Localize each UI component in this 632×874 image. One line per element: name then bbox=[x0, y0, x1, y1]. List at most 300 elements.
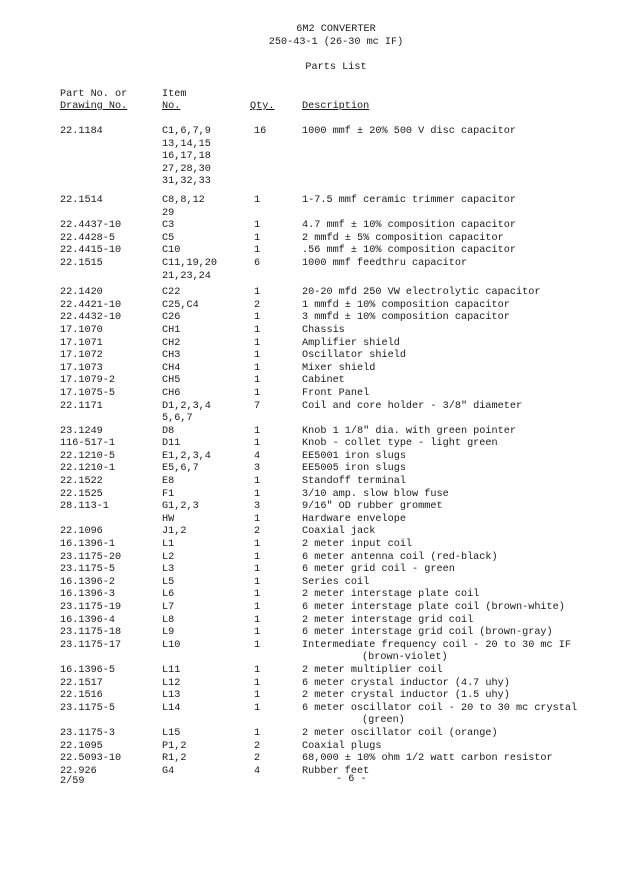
item-number-line: L5 bbox=[162, 576, 175, 588]
description-line: 2 mmfd ± 5% composition capacitor bbox=[302, 232, 504, 244]
item-number-line: C22 bbox=[162, 287, 181, 299]
part-number: 16.1396-4 bbox=[60, 614, 116, 626]
item-number-line: 13,14,15 bbox=[162, 138, 211, 150]
item-number bbox=[162, 741, 186, 754]
quantity: 1 bbox=[254, 513, 261, 525]
item-number bbox=[162, 514, 174, 527]
table-row bbox=[0, 564, 632, 577]
item-number-line: E1,2,3,4 bbox=[162, 450, 211, 462]
item-number-line: L15 bbox=[162, 727, 181, 739]
item-number-line: P1,2 bbox=[162, 740, 187, 752]
table-row bbox=[0, 401, 632, 426]
description bbox=[302, 350, 406, 363]
part-number: 22.4432-10 bbox=[60, 312, 122, 324]
item-number bbox=[162, 564, 174, 577]
table-row bbox=[0, 426, 632, 439]
description-line: 6 meter oscillator coil - 20 to 30 mc crystal bbox=[302, 702, 578, 714]
table-row bbox=[0, 375, 632, 388]
item-number bbox=[162, 363, 180, 376]
part-number: 23.1175-5 bbox=[60, 564, 116, 576]
part-number: 22.926 bbox=[60, 765, 97, 777]
item-number bbox=[162, 388, 180, 401]
item-number bbox=[162, 552, 174, 565]
part-number: 22.1522 bbox=[60, 476, 103, 488]
part-number: 22.1184 bbox=[60, 126, 103, 137]
description-line: 68,000 ± 10% ohm 1/2 watt carbon resistor bbox=[302, 753, 553, 765]
quantity: 1 bbox=[254, 677, 261, 689]
table-row bbox=[0, 678, 632, 691]
item-number bbox=[162, 678, 180, 691]
quantity: 1 bbox=[254, 337, 261, 349]
item-number bbox=[162, 195, 205, 220]
quantity: 1 bbox=[254, 476, 261, 488]
table-row bbox=[0, 728, 632, 741]
item-number-line: C5 bbox=[162, 232, 175, 244]
description bbox=[302, 539, 412, 552]
part-number: 17.1072 bbox=[60, 350, 103, 362]
item-number bbox=[162, 245, 180, 258]
quantity: 2 bbox=[254, 299, 261, 311]
item-number bbox=[162, 300, 199, 313]
table-row bbox=[0, 589, 632, 602]
item-number-line: C1,6,7,9 bbox=[162, 126, 211, 137]
part-number: 22.1096 bbox=[60, 526, 103, 538]
table-row bbox=[0, 438, 632, 451]
description bbox=[302, 564, 455, 577]
quantity: 1 bbox=[254, 195, 261, 206]
description-line: 6 meter antenna coil (red-black) bbox=[302, 551, 498, 563]
description-line: Knob 1 1/8" dia. with green pointer bbox=[302, 425, 516, 437]
item-number-line: L9 bbox=[162, 627, 175, 639]
table-row bbox=[0, 703, 632, 728]
part-number: 116-517-1 bbox=[60, 438, 116, 450]
table-row bbox=[0, 489, 632, 502]
description-line: 1000 mmf feedthru capacitor bbox=[302, 257, 468, 269]
table-row bbox=[0, 463, 632, 476]
description-line: EE5005 iron slugs bbox=[302, 463, 406, 475]
quantity: 1 bbox=[254, 362, 261, 374]
item-number-line: D8 bbox=[162, 425, 175, 437]
item-number bbox=[162, 640, 180, 653]
item-number-line: L10 bbox=[162, 639, 181, 651]
description-line: Amplifier shield bbox=[302, 337, 400, 349]
part-number: 16.1396-1 bbox=[60, 539, 116, 551]
description bbox=[302, 220, 516, 233]
quantity: 1 bbox=[254, 438, 261, 450]
item-number bbox=[162, 615, 174, 628]
part-number: 22.1210-5 bbox=[60, 450, 116, 462]
description bbox=[302, 438, 498, 451]
item-number bbox=[162, 577, 174, 590]
table-row bbox=[0, 220, 632, 233]
section-title: Parts List bbox=[305, 62, 367, 73]
description bbox=[302, 325, 345, 338]
part-number: 22.1210-1 bbox=[60, 463, 116, 475]
description bbox=[302, 589, 479, 602]
description-line: 3 mmfd ± 10% composition capacitor bbox=[302, 312, 510, 324]
description bbox=[302, 287, 540, 300]
item-number bbox=[162, 476, 174, 489]
description-line: Hardware envelope bbox=[302, 513, 406, 525]
table-row bbox=[0, 245, 632, 258]
item-number-line: C25,C4 bbox=[162, 299, 199, 311]
col-header-qty: Qty. bbox=[250, 101, 275, 112]
part-number: 23.1249 bbox=[60, 425, 103, 437]
item-number-line: E8 bbox=[162, 476, 175, 488]
item-number-line: CH5 bbox=[162, 375, 181, 387]
description bbox=[302, 577, 369, 590]
part-number: 16.1396-2 bbox=[60, 576, 116, 588]
item-number bbox=[162, 526, 186, 539]
quantity: 1 bbox=[254, 614, 261, 626]
part-number: 22.1420 bbox=[60, 287, 103, 299]
quantity: 1 bbox=[254, 220, 261, 232]
part-number: 22.1171 bbox=[60, 400, 103, 412]
item-number-line: C26 bbox=[162, 312, 181, 324]
description-line: .56 mmf ± 10% composition capacitor bbox=[302, 245, 516, 257]
description-line: Standoff terminal bbox=[302, 476, 406, 488]
description-line: Mixer shield bbox=[302, 362, 376, 374]
part-number: 22.1516 bbox=[60, 690, 103, 702]
quantity: 1 bbox=[254, 539, 261, 551]
description-line: Coaxial jack bbox=[302, 526, 376, 538]
table-row bbox=[0, 300, 632, 313]
description bbox=[302, 526, 375, 539]
item-number bbox=[162, 766, 174, 779]
item-number-line: CH4 bbox=[162, 362, 181, 374]
item-number bbox=[162, 258, 217, 283]
item-number bbox=[162, 690, 180, 703]
item-number-line: L14 bbox=[162, 702, 181, 714]
col-header-description: Description bbox=[302, 101, 370, 112]
quantity: 4 bbox=[254, 765, 261, 777]
quantity: 1 bbox=[254, 576, 261, 588]
table-row bbox=[0, 766, 632, 779]
quantity: 1 bbox=[254, 324, 261, 336]
item-number-line: HW bbox=[162, 513, 175, 525]
item-number-line: L3 bbox=[162, 564, 175, 576]
part-number: 23.1175-20 bbox=[60, 551, 122, 563]
description-line: Series coil bbox=[302, 576, 370, 588]
item-number bbox=[162, 438, 180, 451]
item-number bbox=[162, 220, 174, 233]
part-number: 23.1175-3 bbox=[60, 727, 116, 739]
description bbox=[302, 489, 449, 502]
quantity: 1 bbox=[254, 664, 261, 676]
item-number bbox=[162, 287, 180, 300]
item-number-line: D1,2,3,4 bbox=[162, 400, 211, 412]
part-number: 22.1517 bbox=[60, 677, 103, 689]
part-number: 22.4421-10 bbox=[60, 299, 122, 311]
item-number-line: C8,8,12 bbox=[162, 195, 205, 206]
item-number-line: R1,2 bbox=[162, 753, 187, 765]
quantity: 1 bbox=[254, 387, 261, 399]
description-line: 1-7.5 mmf ceramic trimmer capacitor bbox=[302, 195, 516, 206]
quantity: 1 bbox=[254, 232, 261, 244]
item-number-line: C11,19,20 bbox=[162, 257, 218, 269]
description bbox=[302, 388, 369, 401]
col-header-item-2: No. bbox=[162, 101, 181, 112]
quantity: 1 bbox=[254, 639, 261, 651]
item-number-line: 5,6,7 bbox=[162, 413, 193, 425]
item-number-line: L1 bbox=[162, 539, 175, 551]
document-title: 6M2 CONVERTER bbox=[296, 24, 376, 35]
item-number bbox=[162, 451, 211, 464]
description-line: 9/16" OD rubber grommet bbox=[302, 501, 443, 513]
description bbox=[302, 703, 577, 728]
description bbox=[302, 375, 345, 388]
description bbox=[302, 195, 516, 208]
table-row bbox=[0, 741, 632, 754]
item-number bbox=[162, 463, 199, 476]
part-number: 17.1071 bbox=[60, 337, 103, 349]
table-row bbox=[0, 552, 632, 565]
quantity: 3 bbox=[254, 501, 261, 513]
description-line: 4.7 mmf ± 10% composition capacitor bbox=[302, 220, 516, 232]
part-number: 23.1175-5 bbox=[60, 702, 116, 714]
item-number-line: CH6 bbox=[162, 387, 181, 399]
item-number bbox=[162, 602, 174, 615]
description bbox=[302, 552, 498, 565]
item-number bbox=[162, 539, 174, 552]
description bbox=[302, 615, 473, 628]
quantity: 16 bbox=[254, 126, 267, 137]
description-line: Coaxial plugs bbox=[302, 740, 382, 752]
description-line: Knob - collet type - light green bbox=[302, 438, 498, 450]
description bbox=[302, 602, 565, 615]
quantity: 1 bbox=[254, 690, 261, 702]
part-number: 17.1073 bbox=[60, 362, 103, 374]
description bbox=[302, 426, 516, 439]
description bbox=[302, 363, 375, 376]
description-line: 2 meter input coil bbox=[302, 539, 413, 551]
item-number-line: 27,28,30 bbox=[162, 163, 211, 175]
description bbox=[302, 401, 522, 414]
item-number bbox=[162, 401, 211, 426]
description-line: 6 meter crystal inductor (4.7 uhy) bbox=[302, 677, 510, 689]
part-number: 17.1075-5 bbox=[60, 387, 116, 399]
description bbox=[302, 665, 443, 678]
part-number: 22.4415-10 bbox=[60, 245, 122, 257]
description-line: Intermediate frequency coil - 20 to 30 mc IF bbox=[302, 639, 571, 651]
quantity: 1 bbox=[254, 425, 261, 437]
table-row bbox=[0, 325, 632, 338]
part-number: 22.1095 bbox=[60, 740, 103, 752]
description bbox=[302, 690, 510, 703]
item-number bbox=[162, 627, 174, 640]
item-number bbox=[162, 312, 180, 325]
table-row bbox=[0, 501, 632, 514]
document-subtitle: 250-43-1 (26-30 mc IF) bbox=[268, 37, 404, 48]
item-number-line: L11 bbox=[162, 664, 181, 676]
description-line: 2 meter oscillator coil (orange) bbox=[302, 727, 498, 739]
table-row bbox=[0, 388, 632, 401]
quantity: 2 bbox=[254, 526, 261, 538]
description-line: 1 mmfd ± 10% composition capacitor bbox=[302, 299, 510, 311]
item-number bbox=[162, 233, 174, 246]
description-line: Coil and core holder - 3/8" diameter bbox=[302, 400, 523, 412]
item-number-line: CH3 bbox=[162, 350, 181, 362]
item-number bbox=[162, 126, 211, 189]
item-number bbox=[162, 501, 199, 514]
table-row bbox=[0, 233, 632, 246]
description bbox=[302, 514, 406, 527]
description bbox=[302, 463, 406, 476]
table-row bbox=[0, 312, 632, 325]
quantity: 1 bbox=[254, 350, 261, 362]
description-line: Cabinet bbox=[302, 375, 345, 387]
item-number-line: G1,2,3 bbox=[162, 501, 199, 513]
item-number-line: L7 bbox=[162, 602, 175, 613]
description-line: Oscillator shield bbox=[302, 350, 406, 362]
item-number bbox=[162, 338, 180, 351]
description-line: EE5001 iron slugs bbox=[302, 450, 406, 462]
item-number bbox=[162, 489, 174, 502]
item-number-line: J1,2 bbox=[162, 526, 187, 538]
item-number bbox=[162, 375, 180, 388]
table-row bbox=[0, 615, 632, 628]
item-number-line: C10 bbox=[162, 245, 181, 257]
part-number: 23.1175-18 bbox=[60, 627, 122, 639]
description bbox=[302, 233, 504, 246]
item-number-line: 16,17,18 bbox=[162, 151, 211, 163]
table-row bbox=[0, 258, 632, 283]
quantity: 3 bbox=[254, 463, 261, 475]
part-number: 28.113-1 bbox=[60, 501, 109, 513]
item-number-line: G4 bbox=[162, 765, 175, 777]
quantity: 1 bbox=[254, 727, 261, 739]
part-number: 22.1514 bbox=[60, 195, 103, 206]
item-number-line: CH2 bbox=[162, 337, 181, 349]
part-number: 22.4437-10 bbox=[60, 220, 122, 232]
item-number-line: CH1 bbox=[162, 324, 181, 336]
description-line: 20-20 mfd 250 VW electrolytic capacitor bbox=[302, 287, 541, 299]
part-number: 16.1396-5 bbox=[60, 664, 116, 676]
table-row bbox=[0, 451, 632, 464]
description bbox=[302, 627, 553, 640]
item-number-line: 29 bbox=[162, 207, 175, 219]
description bbox=[302, 258, 467, 271]
table-row bbox=[0, 338, 632, 351]
col-header-item-1: Item bbox=[162, 89, 187, 100]
description bbox=[302, 300, 510, 313]
description-line: Front Panel bbox=[302, 387, 370, 399]
part-number: 22.1525 bbox=[60, 488, 103, 500]
part-number: 22.4428-5 bbox=[60, 232, 116, 244]
description-line: 6 meter interstage plate coil (brown-white) bbox=[302, 602, 565, 613]
table-row bbox=[0, 476, 632, 489]
table-row bbox=[0, 665, 632, 678]
part-number: 22.5093-10 bbox=[60, 753, 122, 765]
part-number: 17.1079-2 bbox=[60, 375, 116, 387]
footer-date: 2/59 bbox=[60, 776, 85, 787]
description-line: 3/10 amp. slow blow fuse bbox=[302, 488, 449, 500]
table-row bbox=[0, 577, 632, 590]
description-line: 2 meter interstage plate coil bbox=[302, 589, 480, 601]
description-line: 1000 mmf ± 20% 500 V disc capacitor bbox=[302, 126, 516, 137]
table-row bbox=[0, 640, 632, 665]
table-row bbox=[0, 350, 632, 363]
quantity: 1 bbox=[254, 564, 261, 576]
table-row bbox=[0, 690, 632, 703]
quantity: 1 bbox=[254, 488, 261, 500]
item-number-line: L12 bbox=[162, 677, 181, 689]
table-row bbox=[0, 602, 632, 615]
description-line: Rubber feet bbox=[302, 765, 370, 777]
description-line: 2 meter crystal inductor (1.5 uhy) bbox=[302, 690, 510, 702]
part-number: 23.1175-19 bbox=[60, 602, 122, 613]
col-header-part-1: Part No. or bbox=[60, 89, 128, 100]
item-number bbox=[162, 703, 180, 716]
item-number bbox=[162, 325, 180, 338]
description bbox=[302, 126, 516, 139]
item-number-line: L6 bbox=[162, 589, 175, 601]
description bbox=[302, 338, 400, 351]
description bbox=[302, 678, 510, 691]
description-line: (brown-violet) bbox=[362, 652, 448, 664]
table-row bbox=[0, 753, 632, 766]
part-number: 16.1396-3 bbox=[60, 589, 116, 601]
item-number-line: C3 bbox=[162, 220, 175, 232]
description bbox=[302, 501, 443, 514]
item-number-line: E5,6,7 bbox=[162, 463, 199, 475]
table-row bbox=[0, 363, 632, 376]
table-row bbox=[0, 514, 632, 527]
description bbox=[302, 245, 516, 258]
quantity: 1 bbox=[254, 551, 261, 563]
description bbox=[302, 728, 498, 741]
quantity: 2 bbox=[254, 753, 261, 765]
description-line: 6 meter interstage grid coil (brown-gray) bbox=[302, 627, 553, 639]
description-line: Chassis bbox=[302, 324, 345, 336]
item-number bbox=[162, 589, 174, 602]
item-number-line: D11 bbox=[162, 438, 181, 450]
description-line: 2 meter interstage grid coil bbox=[302, 614, 474, 626]
parts-table bbox=[0, 126, 632, 778]
item-number bbox=[162, 350, 180, 363]
quantity: 4 bbox=[254, 450, 261, 462]
quantity: 1 bbox=[254, 245, 261, 257]
description bbox=[302, 640, 571, 665]
description bbox=[302, 312, 510, 325]
description bbox=[302, 451, 406, 464]
item-number-line: F1 bbox=[162, 488, 175, 500]
description-line: (green) bbox=[362, 715, 405, 727]
item-number-line: L2 bbox=[162, 551, 175, 563]
quantity: 1 bbox=[254, 375, 261, 387]
quantity: 1 bbox=[254, 702, 261, 714]
item-number-line: L13 bbox=[162, 690, 181, 702]
item-number bbox=[162, 728, 180, 741]
col-header-part-2: Drawing No. bbox=[60, 101, 128, 112]
quantity: 6 bbox=[254, 257, 261, 269]
quantity: 1 bbox=[254, 312, 261, 324]
description bbox=[302, 741, 381, 754]
table-row bbox=[0, 526, 632, 539]
quantity: 1 bbox=[254, 589, 261, 601]
table-row bbox=[0, 126, 632, 189]
description bbox=[302, 476, 406, 489]
part-number: 22.1515 bbox=[60, 257, 103, 269]
quantity: 1 bbox=[254, 287, 261, 299]
quantity: 2 bbox=[254, 740, 261, 752]
table-row bbox=[0, 287, 632, 300]
item-number bbox=[162, 426, 174, 439]
item-number-line: L8 bbox=[162, 614, 175, 626]
quantity: 1 bbox=[254, 602, 261, 613]
table-row bbox=[0, 195, 632, 220]
description bbox=[302, 753, 553, 766]
